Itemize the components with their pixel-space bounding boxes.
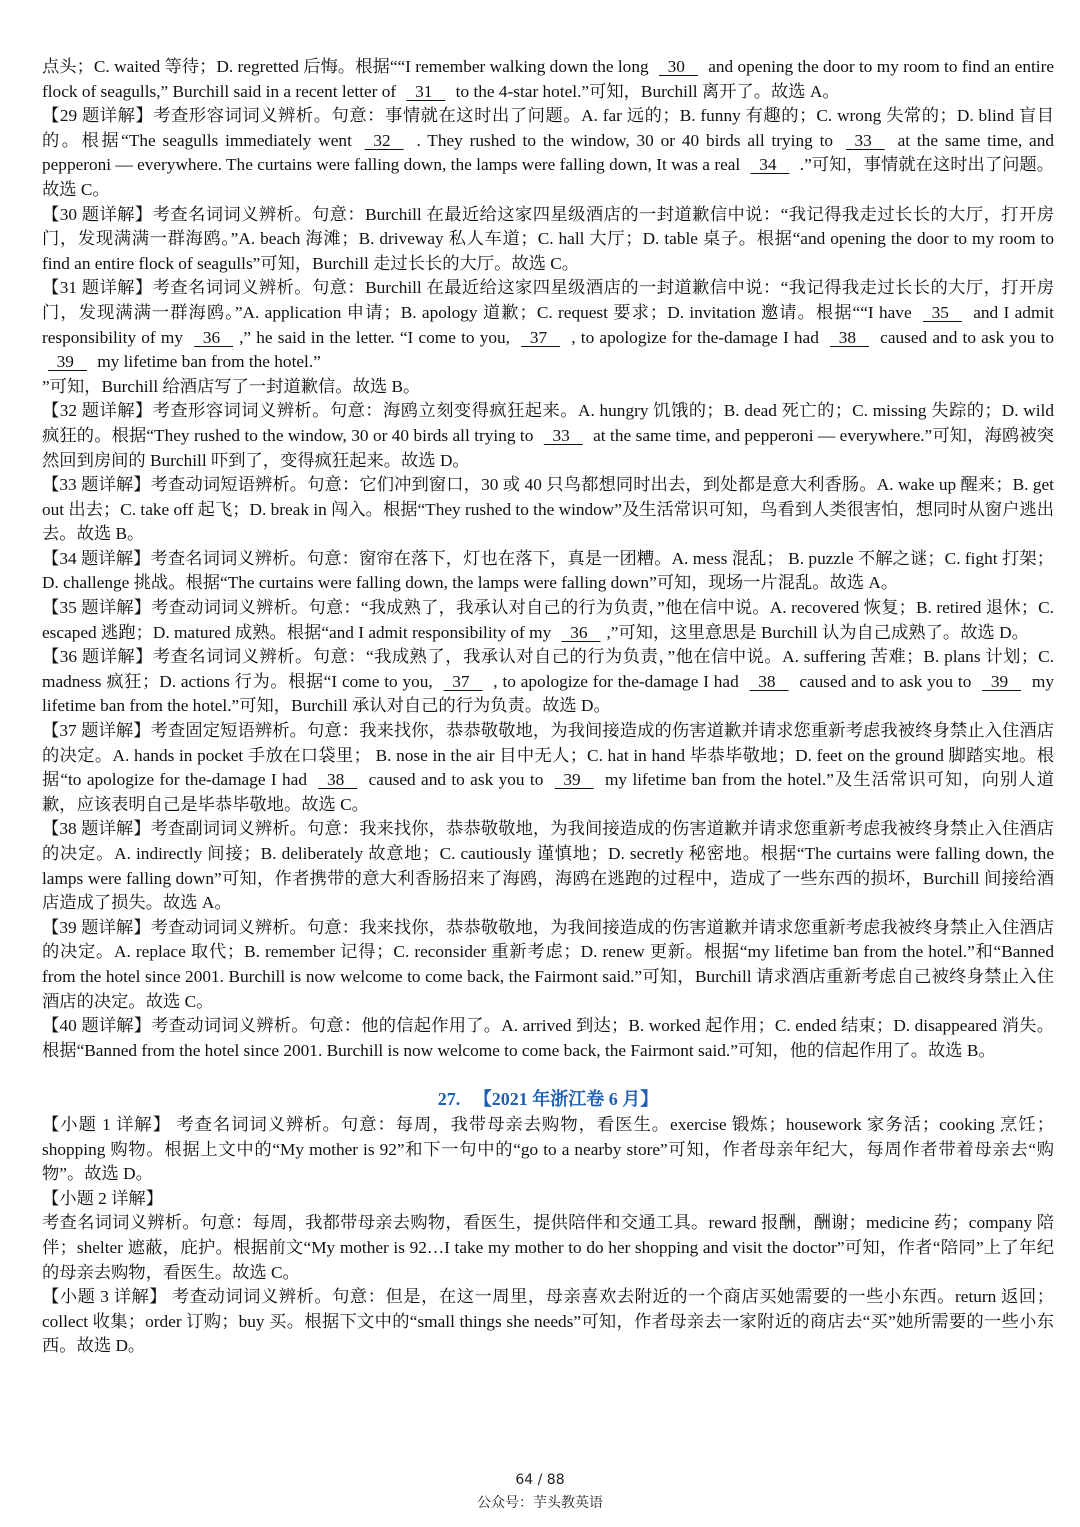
answer-blank: 33 (543, 425, 583, 445)
page-number: 64 / 88 (515, 1472, 565, 1488)
footer-brand: 公众号：芋头教英语 (477, 1495, 603, 1511)
answer-blank: 31 (406, 81, 446, 101)
answer-blank: 38 (830, 327, 869, 347)
paragraph: 点头；C. waited 等待；D. regretted 后悔。根据““I remember walking down the long 30 and opening the door to my room to find an entire flock of seagulls,” Burchill said in a recent letter of 31 to the 4-star hotel.”可知，Burchill 离开了。故选 A。 (42, 55, 1054, 104)
paragraph: 【小题 1 详解】 考查名词词义辨析。句意：每周，我带母亲去购物，看医生。exercise 锻炼；housework 家务活；cooking 烹饪；shopping 购物。根据上文中的“My mother is 92”和下一句中的“go to a nearby store”可知，作者母亲年纪大，每周作者带着母亲去“购物”。故选 D。 (42, 1114, 1054, 1184)
section-title (42, 1087, 1054, 1112)
paragraph: 【29 题详解】考查形容词词义辨析。句意：事情就在这时出了问题。A. far 远的；B. funny 有趣的；C. wrong 失常的；D. blind 盲目的。根据“The seagulls immediately went 32 . They rushed to the window, 30 or 40 birds all trying to 33 at the same time, and pepperoni — everywhere. The curtains were falling down, the lamps were falling down, It was a real 34 .”可知，事情就在这时出了问题。故选 C。 (42, 106, 1055, 199)
paragraph: 【35 题详解】考查动词词义辨析。句意：“我成熟了，我承认对自己的行为负责，”他在信中说。A. recovered 恢复；B. retired 退休；C. escaped 逃跑；D. matured 成熟。根据“and I admit responsibility of my 36 ,”可知，这里意思是 Burchill 认为自己成熟了。故选 D。 (42, 596, 1054, 645)
paragraph: 【33 题详解】考查动词短语辨析。句意：它们冲到窗口，30 或 40 只鸟都想同时出去，到处都是意大利香肠。A. wake up 醒来；B. get out 出去；C. take off 起飞；D. break in 闯入。根据“They rushed to the window”及生活常识可知，鸟看到人类很害怕，想同时从窗户逃出去。故选 B。 (42, 475, 1054, 544)
section-number: 27. (437, 1089, 461, 1110)
paragraph: 【39 题详解】考查动词词义辨析。句意：我来找你，恭恭敬敬地，为我间接造成的伤害道歉并请求您重新考虑我被终身禁止入住酒店的决定。A. replace 取代；B. remember 记得；C. reconsider 重新考虑；D. renew 更新。根据“my lifetime ban from the hotel.”和“Banned from the hotel since 2001. Burchill is now welcome to come back, the Fairmont said.”可知，Burchill 请求酒店重新考虑自己被终身禁止入住酒店的决定。故选 C。 (42, 917, 1054, 1011)
answer-blank: 37 (521, 327, 561, 347)
answer-blank: 37 (443, 671, 483, 691)
paragraph: 【小题 2 详解】 (42, 1188, 163, 1208)
answer-blank: 36 (561, 622, 601, 642)
paragraph: 【30 题详解】考查名词词义辨析。句意：Burchill 在最近给这家四星级酒店的一封道歉信中说：“我记得我走过长长的大厅，打开房门，发现满满一群海鸥。”A. beach 海滩；B. driveway 私人车道；C. hall 大厅；D. table 桌子。根据“and opening the door to my room to find an entire flock of seagulls”可知，Burchill 走过长长的大厅。故选 C。 (42, 204, 1054, 273)
paragraph: 考查名词词义辨析。句意：每周，我都带母亲去购物，看医生，提供陪伴和交通工具。reward 报酬，酬谢；medicine 药；company 陪伴；shelter 遮蔽，庇护。根据前文“My mother is 92…I take my mother to do her shopping and visit the doctor”可知，作者“陪同”上了年纪的母亲去购物，看医生。故选 C。 (42, 1213, 1054, 1282)
paragraph: 【36 题详解】考查名词词义辨析。句意：“我成熟了，我承认对自己的行为负责，”他在信中说。A. suffering 苦难；B. plans 计划；C. madness 疯狂；D. actions 行为。根据“I come to you, 37 , to apologize for the-damage I had 38 caused and to ask you to 39 my lifetime ban from the hotel.”可知，Burchill 承认对自己的行为负责。故选 D。 (42, 647, 1055, 716)
paragraph: 【40 题详解】考查动词词义辨析。句意：他的信起作用了。A. arrived 到达；B. worked 起作用；C. ended 结束；D. disappeared 消失。根据“Banned from the hotel since 2001. Burchill is now welcome to come back, the Fairmont said.”可知，他的信起作用了。故选 B。 (42, 1016, 1054, 1060)
answer-blank: 38 (749, 671, 789, 691)
paragraph: 【37 题详解】考查固定短语辨析。句意：我来找你，恭恭敬敬地，为我间接造成的伤害道歉并请求您重新考虑我被终身禁止入住酒店的决定。A. hands in pocket 手放在口袋里； B. nose in the air 目中无人；C. hat in hand 毕恭毕敬地；D. feet on the ground 脚踏实地。根据“to apologize for the-damage I had 38 caused and to ask you to 39 my lifetime ban from the hotel.”及生活常识可知，向别人道歉，应该表明自己是毕恭毕敬地。故选 C。 (42, 721, 1054, 814)
answer-blank: 36 (194, 327, 234, 347)
answer-blank: 38 (318, 770, 358, 790)
answer-blank: 33 (845, 130, 885, 150)
paragraph: ”可知，Burchill 给酒店写了一封道歉信。故选 B。 (42, 376, 421, 396)
paragraph: 【34 题详解】考查名词词义辨析。句意：窗帘在落下，灯也在落下，真是一团糟。A. mess 混乱； B. puzzle 不解之谜；C. fight 打架；D. challenge 挑战。根据“The curtains were falling down, the lamps were falling down”可知，现场一片混乱。故选 A。 (42, 548, 1054, 593)
answer-blank: 30 (658, 57, 698, 76)
answer-blank: 39 (554, 770, 594, 790)
paragraph: 【38 题详解】考查副词词义辨析。句意：我来找你，恭恭敬敬地，为我间接造成的伤害道歉并请求您重新考虑我被终身禁止入住酒店的决定。A. indirectly 间接；B. deliberately 故意地；C. cautiously 谨慎地；D. secretly 秘密地。根据“The curtains were falling down, the lamps were falling down”可知，作者携带的意大利香肠招来了海鸥，海鸥在逃跑的过程中，造成了一些东西的损坏，Burchill 间接给酒店造成了损失。故选 A。 (42, 819, 1054, 913)
section-heading: 【2021 年浙江卷 6 月】 (473, 1089, 659, 1110)
answer-blank: 39 (982, 671, 1022, 691)
paragraph: 【32 题详解】考查形容词词义辨析。句意：海鸥立刻变得疯狂起来。A. hungry 饥饿的；B. dead 死亡的；C. missing 失踪的；D. wild 疯狂的。根据“They rushed to the window, 30 or 40 birds all trying to 33 at the same time, and pepperoni — everywhere.”可知，海鸥被突然回到房间的 Burchill 吓到了，变得疯狂起来。故选 D。 (42, 401, 1055, 470)
answer-blank: 35 (922, 302, 962, 322)
paragraph: 【31 题详解】考查名词词义辨析。句意：Burchill 在最近给这家四星级酒店的一封道歉信中说：“我记得我走过长长的大厅，打开房门，发现满满一群海鸥。”A. application 申请；B. apology 道歉；C. request 要求；D. invitation 邀请。根据““I have 35 and I admit responsibility of my 36 ,” he said in the letter. “I come to you, 37 , to apologize for the-damage I had 38 caused and to ask you to 39 my lifetime ban from the hotel.” (42, 276, 1054, 374)
document-page (42, 55, 1054, 1359)
answer-blank: 32 (364, 130, 404, 150)
answer-blank: 39 (48, 352, 87, 372)
paragraph: 【小题 3 详解】 考查动词词义辨析。句意：但是，在这一周里，母亲喜欢去附近的一个商店买她需要的一些小东西。return 返回；collect 收集；order 订购；buy 买。根据下文中的“small things she needs”可知，作者母亲去一家附近的商店去“买”她所需要的一些小东西。故选 D。 (42, 1287, 1054, 1356)
answer-blank: 34 (750, 155, 790, 175)
